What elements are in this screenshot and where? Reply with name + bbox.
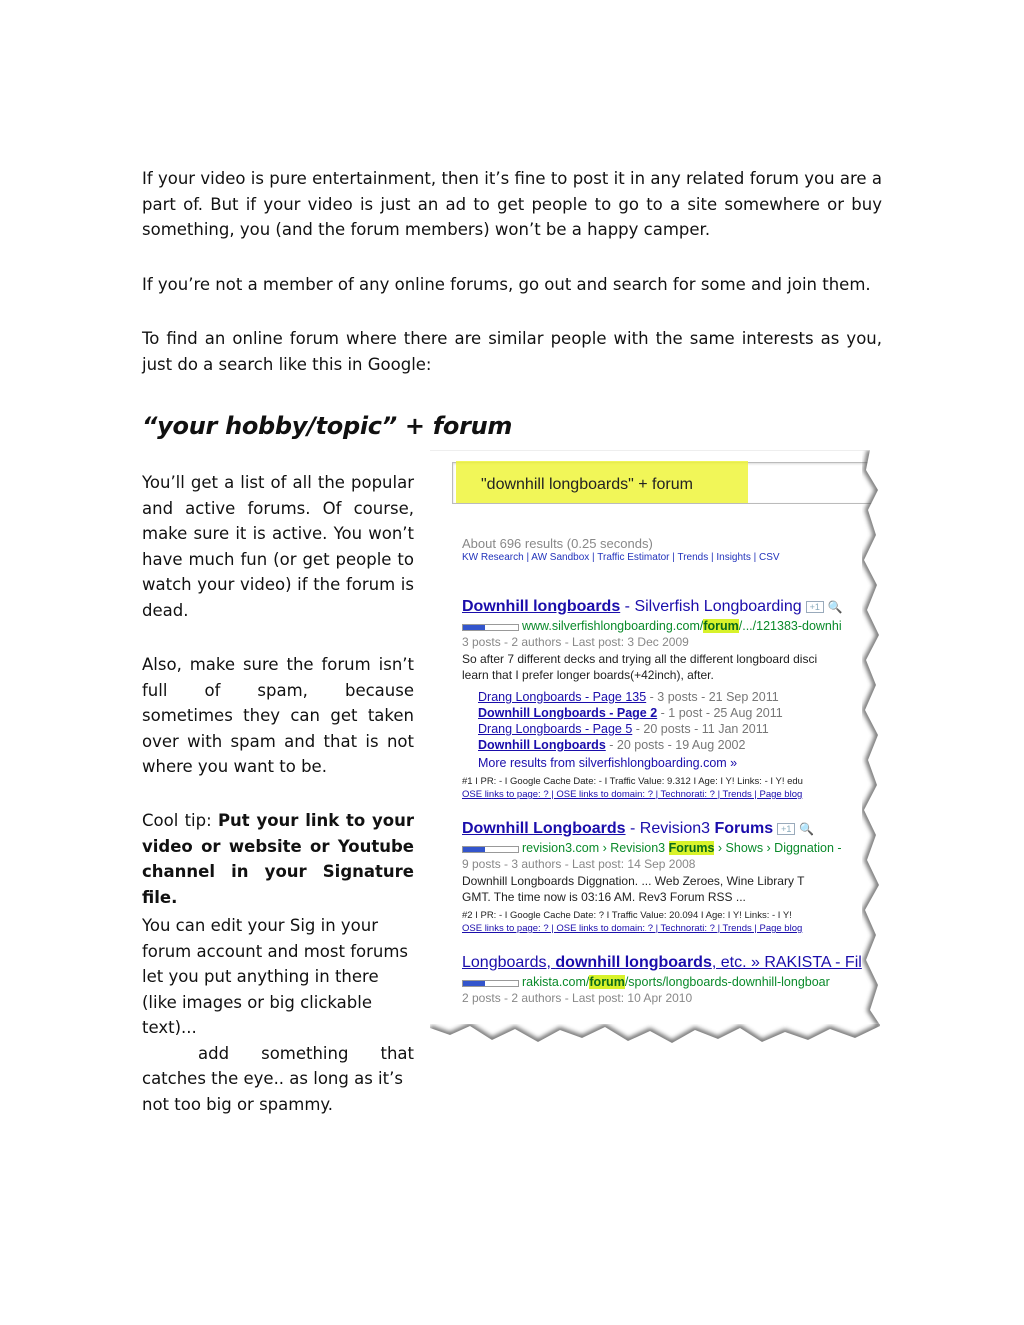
signature-text-3: catches the eye.. as long as it’s not too big or spammy. [142, 1069, 403, 1114]
google-search-screenshot [430, 450, 880, 1050]
sitelink-1[interactable]: Drang Longboards - Page 135 - 3 posts - 21 Sep 2011 [478, 690, 779, 704]
result-1-url: www.silverfishlongboarding.com/forum/.../121383-downhi [522, 619, 842, 633]
cool-tip-bold: Put your link to your video or website or Youtube channel in your Signature file. [142, 811, 414, 907]
signature-paragraph [142, 913, 414, 1117]
result-2-seo-links[interactable]: OSE links to page: ? | OSE links to domain: ? | Technorati: ? | Trends | Page blog [462, 923, 803, 934]
magnifier-icon[interactable]: 🔍 [827, 600, 843, 614]
cool-tip-paragraph [142, 808, 414, 910]
result-1-snippet-2: learn that I prefer longer boards(+42inch), after. [462, 668, 714, 682]
result-2-url: revision3.com › Revision3 Forums › Shows › Diggnation - [522, 841, 842, 855]
result-3-url: rakista.com/forum/sports/longboards-downhill-longboar [522, 975, 830, 989]
cool-tip-label: Cool tip: [142, 811, 218, 830]
plus-one-button[interactable]: +1 [777, 823, 795, 835]
signature-text-2: add something that [198, 1043, 414, 1063]
result-stats: About 696 results (0.25 seconds) [462, 536, 653, 551]
result-2-snippet-1: Downhill Longboards Diggnation. ... Web Zeroes, Wine Library T [462, 874, 805, 888]
result-1-seo-links[interactable]: OSE links to page: ? | OSE links to domain: ? | Technorati: ? | Trends | Page blog [462, 789, 803, 800]
result-2-meta: 9 posts - 3 authors - Last post: 14 Sep 2008 [462, 857, 696, 871]
result-1-meta: 3 posts - 2 authors - Last post: 3 Dec 2009 [462, 635, 689, 649]
sitelink-3[interactable]: Drang Longboards - Page 5 - 20 posts - 11 Jan 2011 [478, 722, 769, 736]
signature-text-1: You can edit your Sig in your forum account and most forums let you put anything in there (like images or big clickable text)... [142, 916, 409, 1037]
result-2-snippet-2: GMT. The time now is 03:16 AM. Rev3 Forum RSS ... [462, 890, 746, 904]
search-query-heading: “your hobby/topic” + forum [142, 412, 513, 440]
torn-edge-overlay [430, 450, 880, 1050]
result-1-title-main: Downhill longboards [462, 598, 621, 615]
spam-paragraph: Also, make sure the forum isn’t full of spam, because sometimes they can get taken over with spam and that is not where you want to be. [142, 655, 414, 776]
search-instruction-paragraph: To find an online forum where there are similar people with the same interests as you, just do a search like this in Google: [142, 329, 882, 374]
join-forums-paragraph: If you’re not a member of any online forums, go out and search for some and join them. [142, 275, 871, 294]
magnifier-icon[interactable]: 🔍 [799, 822, 815, 836]
active-forums-paragraph: You’ll get a list of all the popular and active forums. Of course, make sure it is active. You won’t have much fun (or get people to watch your video) if the forum is dead. [142, 473, 414, 620]
result-1-snippet-1: So after 7 different decks and trying all the different longboard disci [462, 652, 818, 666]
sitelink-2[interactable]: Downhill Longboards - Page 2 - 1 post - 25 Aug 2011 [478, 706, 783, 720]
result-3-meta: 2 posts - 2 authors - Last post: 10 Apr 2010 [462, 991, 693, 1005]
intro-paragraph: If your video is pure entertainment, then it’s fine to post it in any related forum you are a part of. But if your video is just an ad to get people to go to a site somewhere or buy something, you (and the forum members) won’t be a happy camper. [142, 169, 882, 239]
result-2-seo-line: #2 I PR: - I Google Cache Date: ? I Traffic Value: 20.094 I Age: I Y! Links: - I Y! [462, 910, 792, 921]
search-query-text: "downhill longboards" + forum [481, 476, 693, 493]
result-1-title-rest: - Silverfish Longboarding [620, 598, 802, 615]
result-2-title[interactable]: Downhill Longboards - Revision3 Forums +1 🔍 [462, 820, 815, 837]
result-1-seo-line: #1 I PR: - I Google Cache Date: - I Traffic Value: 9.312 I Age: I Y! Links: - I Y! edu [462, 776, 803, 787]
plus-one-button[interactable]: +1 [806, 601, 824, 613]
result-3-title[interactable]: Longboards, downhill longboards, etc. » RAKISTA - Fil [462, 954, 862, 971]
more-results-link[interactable]: More results from silverfishlongboarding.com » [478, 756, 738, 770]
seo-tools-bar[interactable]: KW Research | AW Sandbox | Traffic Estimator | Trends | Insights | CSV [462, 552, 780, 563]
sitelink-4[interactable]: Downhill Longboards - 20 posts - 19 Aug 2002 [478, 738, 746, 752]
